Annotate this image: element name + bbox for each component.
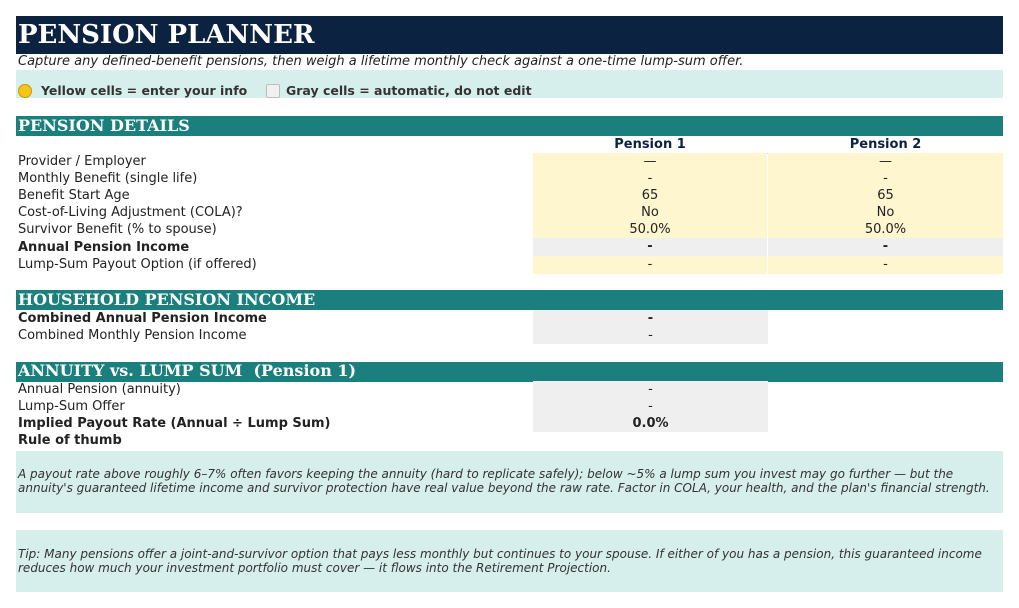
row-label-combined-annual: Combined Annual Pension Income bbox=[18, 311, 267, 326]
tip-text: Tip: Many pensions offer a joint-and-survivor option that pays less monthly but continues to your spouse. If either of you has a pension, this guaranteed income reduces how much your investment portfolio must cover — it flows into the Retirement Projection. bbox=[18, 547, 982, 575]
input-lump-sum-pension-2[interactable]: - bbox=[768, 256, 1003, 274]
input-provider-pension-2[interactable]: — bbox=[768, 153, 1003, 170]
input-start-age-pension-1[interactable]: 65 bbox=[533, 187, 767, 204]
row-label-annual-pension-annuity: Annual Pension (annuity) bbox=[18, 382, 181, 397]
legend-yellow-label: Yellow cells = enter your info bbox=[41, 83, 248, 98]
value-implied-payout-rate: 0.0% bbox=[533, 415, 768, 432]
row-label-combined-monthly: Combined Monthly Pension Income bbox=[18, 328, 247, 343]
row-label-lump-sum-offer: Lump-Sum Offer bbox=[18, 399, 125, 414]
row-label-start-age: Benefit Start Age bbox=[18, 188, 130, 203]
page-title: PENSION PLANNER bbox=[18, 20, 315, 50]
input-start-age-pension-2[interactable]: 65 bbox=[768, 187, 1003, 204]
page-subtitle: Capture any defined-benefit pensions, then weigh a lifetime monthly check against a one-time lump-sum offer. bbox=[18, 54, 744, 69]
input-survivor-benefit-pension-2[interactable]: 50.0% bbox=[768, 221, 1003, 238]
row-label-survivor-benefit: Survivor Benefit (% to spouse) bbox=[18, 222, 217, 237]
input-monthly-benefit-pension-2[interactable]: - bbox=[768, 170, 1003, 187]
input-provider-pension-1[interactable]: — bbox=[533, 153, 767, 170]
row-label-lump-sum-option: Lump-Sum Payout Option (if offered) bbox=[18, 257, 257, 272]
input-monthly-benefit-pension-1[interactable]: - bbox=[533, 170, 767, 187]
input-survivor-benefit-pension-1[interactable]: 50.0% bbox=[533, 221, 767, 238]
section-heading-household: HOUSEHOLD PENSION INCOME bbox=[18, 290, 316, 309]
section-heading-annuity-vs-lump-sum: ANNUITY vs. LUMP SUM (Pension 1) bbox=[18, 361, 357, 380]
value-combined-monthly: - bbox=[533, 327, 768, 344]
value-annual-pension-annuity: - bbox=[533, 381, 768, 398]
gray-square-icon bbox=[266, 84, 280, 98]
section-heading-pension-details: PENSION DETAILS bbox=[18, 116, 190, 135]
input-cola-pension-1[interactable]: No bbox=[533, 204, 767, 221]
rule-of-thumb-text: A payout rate above roughly 6–7% often favors keeping the annuity (hard to replicate safely); below ~5% a lump sum you invest may go further — but the annuity's guaranteed lifetime income and survivor protection have real value beyond the raw rate. Factor in COLA, your health, and the plan's financial strength. bbox=[18, 467, 990, 495]
legend-gray-label: Gray cells = automatic, do not edit bbox=[286, 83, 532, 98]
row-label-annual-pension-income: Annual Pension Income bbox=[18, 240, 190, 255]
value-annual-income-pension-2: - bbox=[768, 238, 1003, 256]
value-lump-sum-offer: - bbox=[533, 398, 768, 415]
value-combined-annual: - bbox=[533, 310, 768, 327]
row-label-cola: Cost-of-Living Adjustment (COLA)? bbox=[18, 205, 243, 220]
column-header-pension-2: Pension 2 bbox=[849, 137, 922, 152]
row-label-implied-payout-rate: Implied Payout Rate (Annual ÷ Lump Sum) bbox=[18, 416, 331, 431]
column-header-pension-1: Pension 1 bbox=[614, 137, 686, 152]
input-cola-pension-2[interactable]: No bbox=[768, 204, 1003, 221]
row-label-provider: Provider / Employer bbox=[18, 154, 146, 169]
input-lump-sum-pension-1[interactable]: - bbox=[533, 256, 767, 274]
row-label-rule-of-thumb: Rule of thumb bbox=[18, 433, 122, 448]
yellow-circle-icon bbox=[18, 84, 32, 98]
value-annual-income-pension-1: - bbox=[533, 238, 767, 256]
row-label-monthly-benefit: Monthly Benefit (single life) bbox=[18, 171, 198, 186]
